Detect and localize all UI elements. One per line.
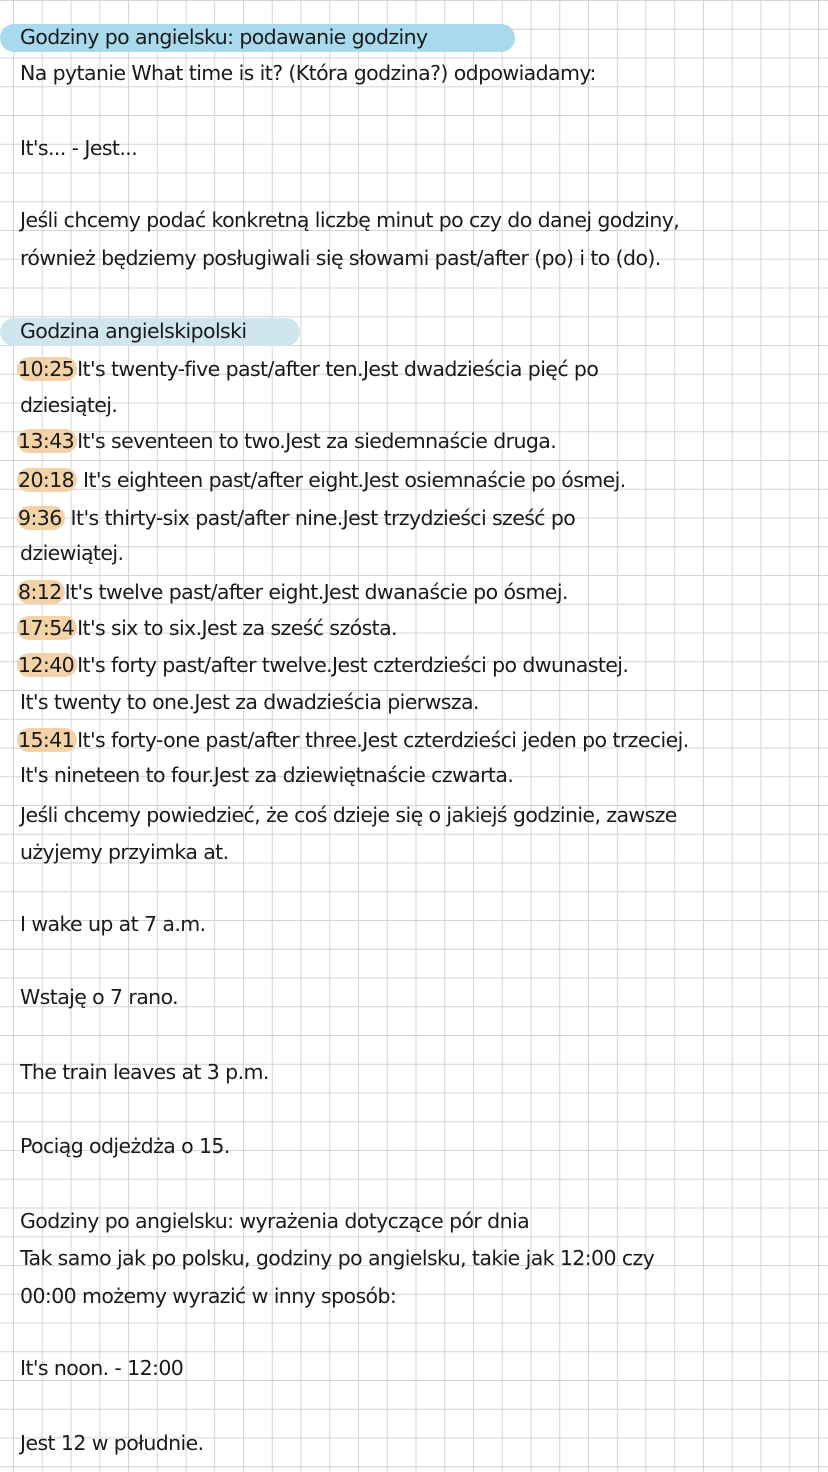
time-highlight: 15:41: [17, 728, 77, 752]
example-text: It's twelve past/after eight.Jest dwanaście po ósmej.: [64, 580, 568, 604]
sentence-line: The train leaves at 3 p.m.: [20, 1060, 269, 1084]
example-line: [20, 650, 628, 680]
example-line: [20, 837, 229, 867]
sentence-line: Wstaję o 7 rano.: [20, 985, 179, 1009]
example-line: [20, 538, 123, 568]
sentence-line: Pociąg odjeżdża o 15.: [20, 1134, 230, 1158]
example-line: [20, 503, 575, 533]
sentence-line: Jest 12 w południe.: [20, 1431, 204, 1455]
example-text: dziesiątej.: [20, 393, 118, 417]
example-text: It's nineteen to four.Jest za dziewiętnaście czwarta.: [20, 763, 514, 787]
example-line: [20, 390, 117, 420]
intro-line: również będziemy posługiwali się słowami past/after (po) i to (do).: [20, 246, 661, 270]
section-header: Godzina angielskipolski: [20, 319, 247, 343]
time-highlight: 17:54: [17, 616, 77, 640]
example-text: Jeśli chcemy powiedzieć, że coś dzieje się o jakiejś godzinie, zawsze: [20, 803, 677, 827]
example-line: [20, 800, 677, 830]
time-highlight: 10:25: [17, 357, 77, 381]
example-text: It's thirty-six past/after nine.Jest trzydzieści sześć po: [64, 506, 576, 530]
example-line: [20, 760, 513, 790]
sentence-line: I wake up at 7 a.m.: [20, 912, 206, 936]
example-line: [20, 613, 397, 643]
example-text: It's eighteen past/after eight.Jest osiemnaście po ósmej.: [77, 468, 626, 492]
example-text: It's seventeen to two.Jest za siedemnaście druga.: [77, 429, 557, 453]
sentence-line: 00:00 możemy wyrazić w inny sposób:: [20, 1284, 397, 1308]
sentence-line: It's noon. - 12:00: [20, 1356, 184, 1380]
intro-line: Na pytanie What time is it? (Która godzina?) odpowiadamy:: [20, 61, 596, 85]
example-line: [20, 577, 568, 607]
time-highlight: 13:43: [17, 429, 77, 453]
time-highlight: 12:40: [17, 653, 77, 677]
example-text: It's twenty to one.Jest za dwadzieścia pierwsza.: [20, 690, 479, 714]
example-text: dziewiątej.: [20, 541, 124, 565]
page-title: Godziny po angielsku: podawanie godziny: [20, 25, 428, 49]
intro-line: It's... - Jest...: [20, 136, 138, 160]
example-line: [20, 725, 689, 755]
example-text: It's twenty-five past/after ten.Jest dwadzieścia pięć po: [77, 357, 599, 381]
time-highlight: 20:18: [17, 468, 77, 492]
intro-line: Jeśli chcemy podać konkretną liczbę minut po czy do danej godziny,: [20, 208, 680, 232]
example-text: It's forty past/after twelve.Jest czterdzieści po dwunastej.: [77, 653, 629, 677]
sentence-line: Godziny po angielsku: wyrażenia dotyczące pór dnia: [20, 1209, 530, 1233]
example-line: [20, 687, 479, 717]
time-highlight: 9:36: [17, 506, 65, 530]
example-text: It's six to six.Jest za sześć szósta.: [77, 616, 397, 640]
example-text: użyjemy przyimka at.: [20, 840, 229, 864]
example-line: [20, 354, 598, 384]
sentence-line: Tak samo jak po polsku, godziny po angielsku, takie jak 12:00 czy: [20, 1246, 655, 1270]
example-text: It's forty-one past/after three.Jest czterdzieści jeden po trzeciej.: [77, 728, 689, 752]
example-line: [20, 426, 556, 456]
time-highlight: 8:12: [17, 580, 65, 604]
example-line: [20, 465, 626, 495]
